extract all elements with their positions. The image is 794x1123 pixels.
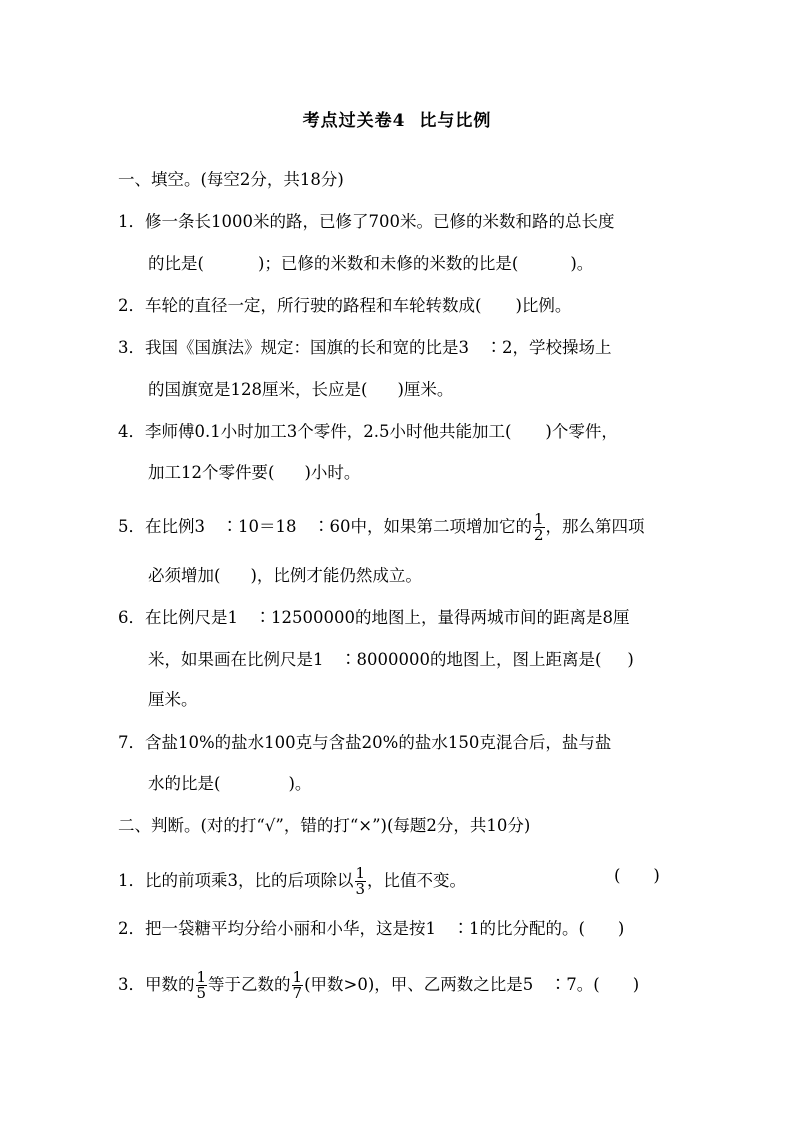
title-main: 考点过关卷4 (302, 111, 406, 131)
fraction-one-seventh: $\frac{1}{7}$ (292, 968, 303, 1002)
q1-5-line1: 5．在比例3 ∶10＝18 ∶60中，如果第二项增加它的 $\frac{1}{2}$ ，那么第四项 (118, 510, 645, 544)
judgment-answer-box[interactable]: ( ) (614, 866, 660, 885)
q2-1: 1．比的前项乘3，比的后项除以 $\frac{1}{3}$ ，比值不变。 (118, 864, 467, 898)
q2-2: 2．把一袋糖平均分给小丽和小华，这是按1 ∶1的比分配的。( ) (118, 919, 625, 938)
q1-3-line1: 3．我国《国旗法》规定：国旗的长和宽的比是3 ∶2，学校操场上 (118, 338, 612, 357)
q1-2: 2．车轮的直径一定，所行驶的路程和车轮转数成( )比例。 (118, 296, 572, 315)
q1-5-line2: 必须增加( )，比例才能仍然成立。 (148, 566, 422, 585)
q1-1-line1: 1．修一条长1000米的路，已修了700米。已修的米数和路的总长度 (118, 212, 615, 231)
section1-header: 一、填空。(每空2分，共18分) (118, 170, 344, 189)
q1-1-line2: 的比是( )；已修的米数和未修的米数的比是( )。 (148, 254, 594, 273)
judgment-answer-box[interactable]: ( ) (593, 975, 640, 994)
q1-4-line2: 加工12个零件要( )小时。 (148, 463, 361, 482)
section2-header: 二、判断。(对的打“√”，错的打“×”)(每题2分，共10分) (118, 816, 531, 835)
fraction-one-third: $\frac{1}{3}$ (355, 864, 366, 898)
q1-7-line1: 7．含盐10%的盐水100克与含盐20%的盐水150克混合后，盐与盐 (118, 733, 612, 752)
q2-3: 3．甲数的 $\frac{1}{5}$ 等于乙数的 $\frac{1}{7}$ (甲数>0)，甲、乙两数之比是5 ∶7。( ) (118, 968, 640, 1002)
page-title (0, 106, 794, 131)
q1-6-line3: 厘米。 (148, 690, 198, 709)
fraction-one-fifth: $\frac{1}{5}$ (196, 968, 207, 1002)
q1-3-line2: 的国旗宽是128厘米，长应是( )厘米。 (148, 380, 454, 399)
q1-6-line2: 米，如果画在比例尺是1 ∶8000000的地图上，图上距离是( ) (148, 650, 634, 669)
q1-6-line1: 6．在比例尺是1 ∶12500000的地图上，量得两城市间的距离是8厘 (118, 608, 630, 627)
judgment-answer-box[interactable]: ( ) (578, 919, 625, 938)
title-sub: 比与比例 (419, 111, 492, 131)
q1-7-line2: 水的比是( )。 (148, 774, 312, 793)
fraction-one-half: $\frac{1}{2}$ (534, 510, 544, 544)
q1-4-line1: 4．李师傅0.1小时加工3个零件，2.5小时他共能加工( )个零件， (118, 422, 618, 441)
